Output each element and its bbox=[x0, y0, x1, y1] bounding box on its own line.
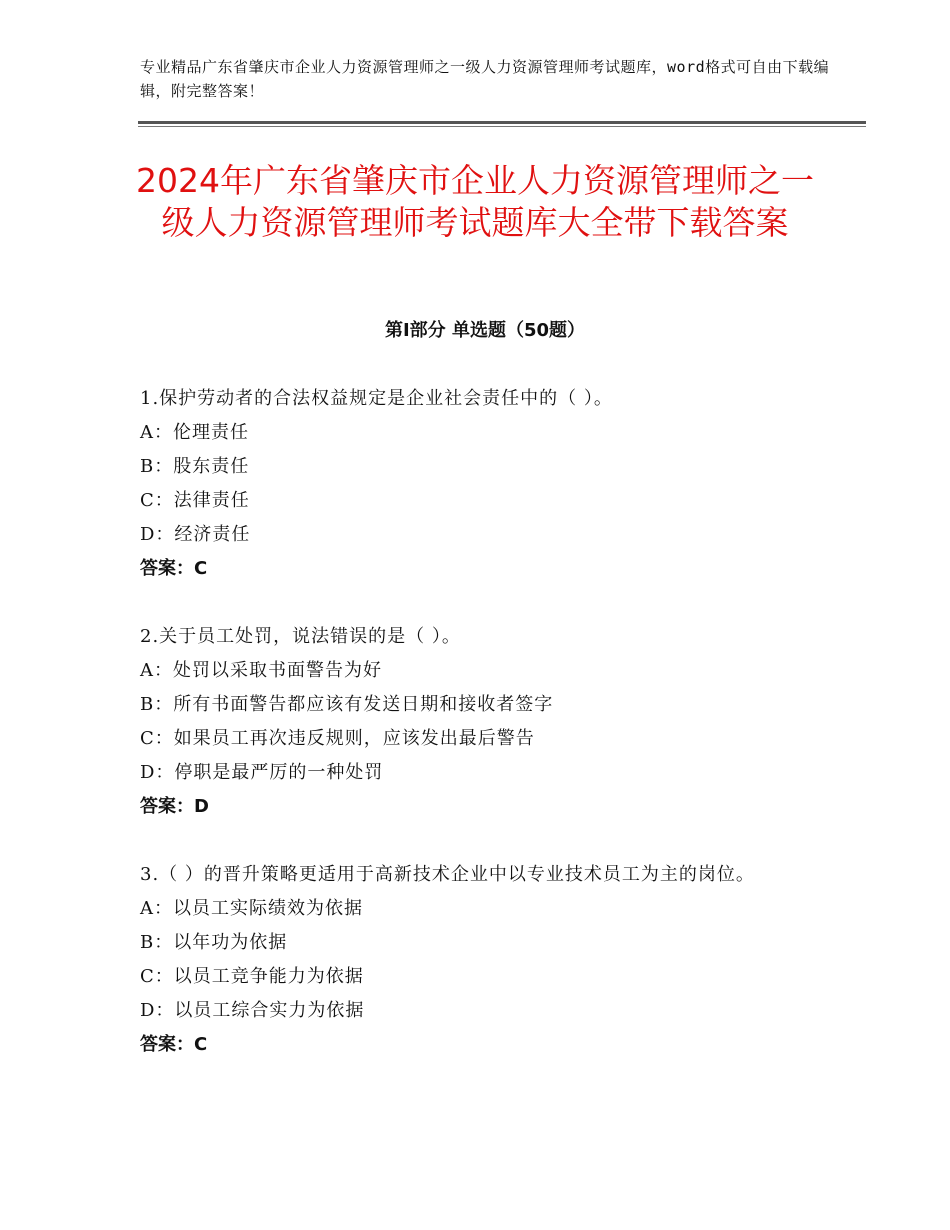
option-c: C：法律责任 bbox=[140, 490, 250, 511]
option-d: D：停职是最严厉的一种处罚 bbox=[140, 762, 384, 783]
option-b: B：以年功为依据 bbox=[140, 932, 288, 953]
option-a: A：处罚以采取书面警告为好 bbox=[140, 660, 382, 681]
header-divider-thin bbox=[138, 126, 866, 127]
option-a: A：以员工实际绩效为依据 bbox=[140, 898, 363, 919]
option-d: D：以员工综合实力为依据 bbox=[140, 1000, 365, 1021]
question-stem: 2.关于员工处罚，说法错误的是（ ）。 bbox=[140, 626, 461, 647]
header-note: 专业精品广东省肇庆市企业人力资源管理师之一级人力资源管理师考试题库，word格式可自由下载编辑，附完整答案！ bbox=[140, 58, 830, 100]
question-stem: 3.（ ）的晋升策略更适用于高新技术企业中以专业技术员工为主的岗位。 bbox=[140, 864, 755, 885]
question-list bbox=[140, 382, 830, 1096]
answer: 答案：C bbox=[140, 558, 208, 579]
option-b: B：所有书面警告都应该有发送日期和接收者签字 bbox=[140, 694, 554, 715]
section-title: 第Ⅰ部分 单选题（50题） bbox=[384, 320, 585, 341]
question-3 bbox=[140, 858, 830, 1062]
answer: 答案：D bbox=[140, 796, 209, 817]
question-2 bbox=[140, 620, 830, 824]
option-b: B：股东责任 bbox=[140, 456, 250, 477]
header-divider-thick bbox=[138, 121, 866, 124]
option-d: D：经济责任 bbox=[140, 524, 251, 545]
option-c: C：以员工竞争能力为依据 bbox=[140, 966, 364, 987]
question-1 bbox=[140, 382, 830, 586]
document-title: 2024年广东省肇庆市企业人力资源管理师之一级人力资源管理师考试题库大全带下载答案 bbox=[136, 161, 814, 242]
question-stem: 1.保护劳动者的合法权益规定是企业社会责任中的（ ）。 bbox=[140, 388, 613, 409]
option-c: C：如果员工再次违反规则，应该发出最后警告 bbox=[140, 728, 535, 749]
answer: 答案：C bbox=[140, 1034, 208, 1055]
option-a: A：伦理责任 bbox=[140, 422, 249, 443]
